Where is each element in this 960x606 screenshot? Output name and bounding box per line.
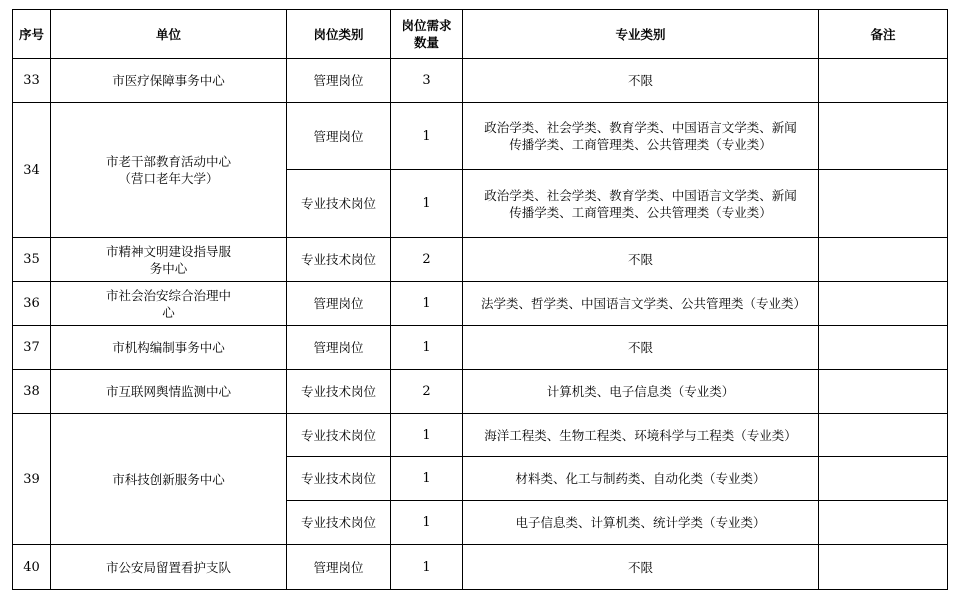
cell-unit: 市精神文明建设指导服务中心 — [51, 238, 287, 282]
cell-seq: 40 — [13, 545, 51, 590]
table-row — [13, 326, 948, 370]
cell-remark — [819, 414, 948, 457]
cell-seq: 37 — [13, 326, 51, 370]
cell-remark — [819, 282, 948, 326]
cell-remark — [819, 103, 948, 170]
cell-post-type: 专业技术岗位 — [287, 170, 391, 238]
cell-demand: 2 — [391, 238, 463, 282]
cell-seq: 38 — [13, 370, 51, 414]
cell-seq: 35 — [13, 238, 51, 282]
cell-seq: 33 — [13, 59, 51, 103]
cell-demand: 1 — [391, 501, 463, 545]
cell-remark — [819, 326, 948, 370]
cell-seq: 34 — [13, 103, 51, 238]
cell-post-type: 专业技术岗位 — [287, 370, 391, 414]
table-body — [13, 59, 948, 590]
cell-post-type: 管理岗位 — [287, 282, 391, 326]
cell-post-type: 专业技术岗位 — [287, 414, 391, 457]
cell-remark — [819, 370, 948, 414]
cell-unit: 市医疗保障事务中心 — [51, 59, 287, 103]
cell-demand: 1 — [391, 103, 463, 170]
header-remark: 备注 — [819, 10, 948, 59]
table-row — [13, 59, 948, 103]
cell-major: 政治学类、社会学类、教育学类、中国语言文学类、新闻传播学类、工商管理类、公共管理类（专业类） — [463, 103, 819, 170]
cell-demand: 1 — [391, 170, 463, 238]
cell-post-type: 管理岗位 — [287, 326, 391, 370]
cell-demand: 1 — [391, 282, 463, 326]
cell-unit: 市互联网舆情监测中心 — [51, 370, 287, 414]
header-demand: 岗位需求数量 — [391, 10, 463, 59]
cell-unit: 市社会治安综合治理中心 — [51, 282, 287, 326]
cell-unit: 市老干部教育活动中心（营口老年大学） — [51, 103, 287, 238]
cell-demand: 2 — [391, 370, 463, 414]
cell-major: 不限 — [463, 59, 819, 103]
cell-unit: 市科技创新服务中心 — [51, 414, 287, 545]
cell-unit: 市公安局留置看护支队 — [51, 545, 287, 590]
cell-demand: 1 — [391, 326, 463, 370]
recruitment-table — [12, 9, 948, 590]
cell-demand: 1 — [391, 545, 463, 590]
header-major: 专业类别 — [463, 10, 819, 59]
cell-major: 材料类、化工与制药类、自动化类（专业类） — [463, 457, 819, 501]
table-row — [13, 545, 948, 590]
cell-post-type: 专业技术岗位 — [287, 501, 391, 545]
cell-post-type: 专业技术岗位 — [287, 457, 391, 501]
table-row — [13, 414, 948, 457]
cell-post-type: 专业技术岗位 — [287, 238, 391, 282]
cell-major: 不限 — [463, 238, 819, 282]
cell-remark — [819, 170, 948, 238]
cell-post-type: 管理岗位 — [287, 103, 391, 170]
table-row — [13, 370, 948, 414]
cell-seq: 36 — [13, 282, 51, 326]
cell-unit: 市机构编制事务中心 — [51, 326, 287, 370]
cell-demand: 3 — [391, 59, 463, 103]
cell-remark — [819, 457, 948, 501]
cell-major: 不限 — [463, 545, 819, 590]
table-row — [13, 282, 948, 326]
cell-demand: 1 — [391, 457, 463, 501]
cell-major: 海洋工程类、生物工程类、环境科学与工程类（专业类） — [463, 414, 819, 457]
cell-post-type: 管理岗位 — [287, 59, 391, 103]
cell-major: 不限 — [463, 326, 819, 370]
cell-demand: 1 — [391, 414, 463, 457]
header-row — [13, 10, 948, 59]
header-seq: 序号 — [13, 10, 51, 59]
header-unit: 单位 — [51, 10, 287, 59]
table-row — [13, 238, 948, 282]
cell-remark — [819, 238, 948, 282]
cell-major: 电子信息类、计算机类、统计学类（专业类） — [463, 501, 819, 545]
cell-remark — [819, 501, 948, 545]
header-post-type: 岗位类别 — [287, 10, 391, 59]
cell-major: 计算机类、电子信息类（专业类） — [463, 370, 819, 414]
cell-major: 法学类、哲学类、中国语言文学类、公共管理类（专业类） — [463, 282, 819, 326]
cell-major: 政治学类、社会学类、教育学类、中国语言文学类、新闻传播学类、工商管理类、公共管理类（专业类） — [463, 170, 819, 238]
cell-remark — [819, 545, 948, 590]
cell-seq: 39 — [13, 414, 51, 545]
table-row — [13, 103, 948, 170]
cell-remark — [819, 59, 948, 103]
cell-post-type: 管理岗位 — [287, 545, 391, 590]
